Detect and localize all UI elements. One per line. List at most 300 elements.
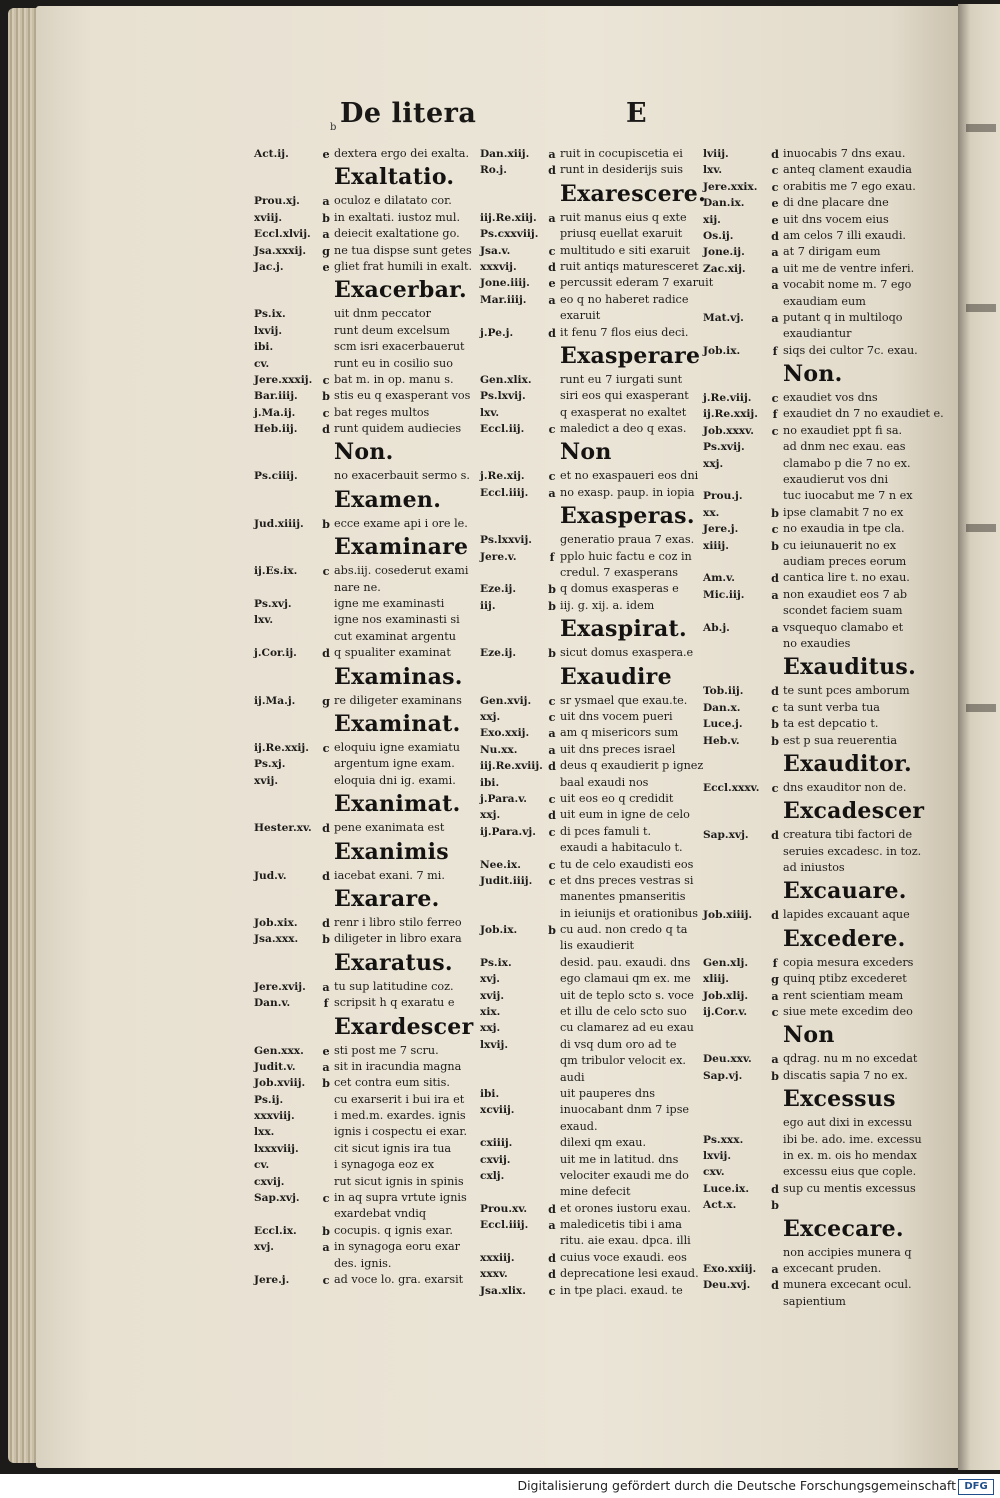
section-letter: c [771, 423, 779, 438]
section-letter: d [322, 821, 330, 836]
entry-text: pplo huic factu e coz in [560, 549, 692, 563]
entry-line [703, 988, 925, 1004]
entry-line [480, 1217, 698, 1233]
reference: Mar.iiij. [480, 293, 527, 306]
reference: j.Re.xij. [480, 470, 525, 483]
reference: cxv. [703, 1166, 725, 1179]
heading-word: Non [560, 439, 612, 466]
section-letter: b [548, 598, 556, 613]
reference: Ro.j. [480, 164, 507, 177]
entry-line [480, 1250, 698, 1266]
entry-line [480, 1037, 698, 1053]
section-letter: b [322, 210, 330, 225]
reference: xvij. [480, 989, 505, 1002]
reference: xxxiij. [480, 1251, 515, 1264]
section-letter: d [771, 828, 779, 843]
section-letter: a [322, 1240, 330, 1255]
entry-line [480, 243, 698, 259]
entry-text: exaudiet dn 7 no exaudiet e. [783, 407, 944, 421]
entry-line [703, 955, 925, 971]
entry-line [703, 1115, 925, 1131]
entry-text: eloquia dni ig. exami. [334, 773, 456, 787]
entry-text: qm tribulor velocit ex. [560, 1054, 686, 1068]
section-letter: a [322, 1059, 330, 1074]
entry-text: ne tua dispse sunt getes [334, 243, 472, 257]
entry-text: in ex. m. ois ho mendax [783, 1148, 917, 1162]
section-letter: c [771, 163, 779, 178]
entry-line [703, 212, 925, 228]
section-letter: b [548, 646, 556, 661]
section-letter: e [771, 196, 779, 211]
reference: lxv. [254, 614, 274, 627]
reference: lxxxviij. [254, 1142, 299, 1155]
entry-text: q exasperat no exaltet [560, 405, 687, 419]
entry-text: uit de teplo scto s. voce [560, 988, 694, 1002]
section-letter: c [771, 780, 779, 795]
section-letter: d [771, 1181, 779, 1196]
section-letter: b [771, 717, 779, 732]
reference: Gen.xlj. [703, 956, 749, 969]
reference: Dan.v. [254, 997, 291, 1010]
entry-text: am q misericors sum [560, 726, 679, 740]
entry-text: ego aut dixi in excessu [783, 1116, 913, 1130]
entry-heading [703, 359, 925, 390]
entry-text: exaruit [560, 309, 601, 323]
entry-heading [703, 1020, 925, 1051]
entry-line [703, 700, 925, 716]
entry-text: velociter exaudi me do [560, 1168, 689, 1182]
entry-line [703, 261, 925, 277]
entry-text: ego clamaui qm ex. me [560, 972, 691, 986]
facing-page-edge [958, 4, 1000, 1470]
reference: Eccl.xlvij. [254, 228, 311, 241]
entry-text: munera excecant ocul. [783, 1278, 912, 1292]
entry-line [703, 1181, 925, 1197]
reference: lxvij. [480, 1038, 509, 1051]
entry-line [480, 725, 698, 741]
section-letter: b [322, 389, 330, 404]
entry-line [703, 277, 925, 293]
entry-line [254, 226, 470, 242]
entry-text: runt eu in cosilio suo [334, 356, 453, 370]
reference: Act.ij. [254, 148, 289, 160]
reference: Ps.xxx. [703, 1133, 744, 1146]
reference: ij.Ma.j. [254, 694, 296, 707]
entry-line [254, 323, 470, 339]
reference: iij. [480, 599, 496, 612]
entry-text: tu de celo exaudisti eos [560, 857, 694, 871]
entry-line [480, 709, 698, 725]
heading-word: Exardescer [334, 1013, 474, 1040]
section-letter: b [771, 505, 779, 520]
entry-line [480, 1201, 698, 1217]
entry-text: gliet frat humili in exalt. [334, 259, 473, 273]
reference: Os.ij. [703, 229, 734, 242]
entry-text: sti post me 7 scru. [334, 1043, 439, 1057]
entry-text: eloquiu igne examiatu [334, 740, 460, 754]
entry-text: des. ignis. [334, 1256, 392, 1270]
entry-text: uit eum in igne de celo [560, 808, 690, 822]
entry-line [254, 516, 470, 532]
entry-line [254, 339, 470, 355]
entry-text: qdrag. nu m no excedat [783, 1052, 918, 1066]
section-letter: c [771, 700, 779, 715]
entry-text: re diligeter examinans [334, 693, 462, 707]
entry-line [703, 423, 925, 439]
entry-text: deus q exaudierit p ignez [560, 759, 704, 773]
entry-text: ignis i cospectu ei exar. [334, 1125, 468, 1139]
section-letter: a [771, 988, 779, 1003]
entry-line [480, 938, 698, 954]
entry-text: et orones iustoru exau. [560, 1201, 691, 1215]
section-letter: b [771, 538, 779, 553]
entry-line [480, 1152, 698, 1168]
entry-text: rut sicut ignis in spinis [334, 1174, 464, 1188]
entry-text: et no exaspaueri eos dni [560, 469, 699, 483]
heading-word: Exaltatio. [334, 164, 455, 191]
reference: xvj. [254, 1241, 274, 1254]
entry-text: priusq euellat exaruit [560, 227, 683, 241]
entry-text: scm isri exacerbauerut [334, 340, 465, 354]
section-letter: b [548, 923, 556, 938]
entry-line [480, 1135, 698, 1151]
entry-line [703, 439, 925, 455]
entry-line [480, 292, 698, 308]
entry-line [254, 1108, 470, 1124]
reference: Jsa.xxx. [254, 933, 299, 946]
entry-text: in ieiunijs et orationibus [560, 906, 698, 920]
section-letter: a [771, 245, 779, 260]
entry-text: sit in iracundia magna [334, 1059, 462, 1073]
entry-text: excessu eius que cople. [783, 1165, 917, 1179]
entry-text: tu sup latitudine coz. [334, 979, 454, 993]
entry-line [480, 565, 698, 581]
section-letter: d [548, 759, 556, 774]
entry-heading [703, 876, 925, 907]
section-letter: c [548, 791, 556, 806]
entry-line [703, 472, 925, 488]
entry-line [254, 468, 470, 484]
section-letter: f [549, 549, 555, 564]
heading-word: Examen. [334, 486, 442, 513]
entry-text: i synagoga eoz ex [334, 1158, 435, 1172]
entry-text: q domus exasperas e [560, 582, 679, 596]
reference: xxj. [480, 1022, 501, 1035]
heading-word: Examinas. [334, 663, 463, 690]
reference: Gen.xlix. [480, 373, 532, 386]
section-letter: c [322, 1191, 330, 1206]
entry-line [254, 210, 470, 226]
entry-text: putant q in multiloqo [783, 310, 903, 324]
entry-line [254, 1272, 470, 1288]
reference: Exo.xxiij. [703, 1262, 757, 1275]
reference: xix. [480, 1006, 501, 1019]
entry-line [703, 554, 925, 570]
entry-text: uit dns preces israel [560, 742, 676, 756]
reference: Eccl.xxxv. [703, 781, 760, 794]
entry-line [254, 1075, 470, 1091]
section-letter: c [548, 857, 556, 872]
entry-line [703, 294, 925, 310]
reference: Jere.j. [703, 523, 739, 536]
entry-text: sup cu mentis excessus [783, 1181, 916, 1195]
section-letter: f [323, 996, 329, 1011]
reference: Job.xlij. [703, 989, 749, 1002]
entry-line [703, 780, 925, 796]
entry-line [254, 1206, 470, 1222]
reference: Sap.xvj. [703, 829, 749, 842]
entry-text: no exaudia in tpe cla. [783, 522, 905, 536]
entry-line [254, 388, 470, 404]
entry-line [703, 343, 925, 359]
reference: Exo.xxij. [480, 727, 530, 740]
reference: lxx. [254, 1126, 275, 1139]
entry-text: uit me in latitud. dns [560, 1152, 679, 1166]
heading-word: Exaudire [560, 663, 672, 690]
reference: Jsa.xlix. [480, 1284, 526, 1297]
reference: Eccl.iiij. [480, 1219, 529, 1232]
entry-text: exaudiet vos dns [783, 391, 878, 405]
section-letter: c [322, 405, 330, 420]
section-letter: c [322, 564, 330, 579]
section-letter: a [322, 194, 330, 209]
entry-line [254, 740, 470, 756]
section-letter: d [771, 1278, 779, 1293]
entry-line [703, 146, 925, 162]
reference: Eze.ij. [480, 647, 517, 660]
reference: Job.xxxv. [703, 424, 754, 437]
entry-text: discatis sapia 7 no ex. [783, 1068, 908, 1082]
reference: Eccl.iij. [480, 423, 525, 436]
section-letter: a [771, 261, 779, 276]
entry-text: ritu. aie exau. dpca. illi [560, 1234, 691, 1248]
entry-line [480, 922, 698, 938]
entry-heading [254, 948, 470, 979]
dfg-logo: DFG [958, 1479, 994, 1495]
reference: Deu.xvj. [703, 1279, 751, 1292]
heading-word: Non. [783, 361, 843, 388]
reference: Mic.iij. [703, 588, 745, 601]
section-letter: f [772, 343, 778, 358]
entry-line [480, 1020, 698, 1036]
heading-word: Exasperas. [560, 503, 695, 530]
entry-text: q spualiter examinat [334, 646, 451, 660]
reference: xvj. [480, 973, 500, 986]
entry-text: siue mete excedim deo [783, 1005, 913, 1019]
entry-line [480, 988, 698, 1004]
entry-text: ibi be. ado. ime. excessu [783, 1132, 922, 1146]
section-letter: d [771, 228, 779, 243]
entry-heading [703, 924, 925, 955]
section-letter: a [548, 210, 556, 225]
entry-line [703, 716, 925, 732]
entry-text: tuc iuocabut me 7 n ex [783, 489, 913, 503]
entry-text: cut examinat argentu [334, 629, 456, 643]
section-letter: d [548, 1201, 556, 1216]
entry-line [703, 162, 925, 178]
reference: Eccl.ix. [254, 1224, 297, 1237]
entry-text: exaudi a habitaculo t. [560, 841, 683, 855]
entry-line [703, 1004, 925, 1020]
entry-line [480, 758, 704, 774]
entry-text: diligeter in libro exara [334, 932, 462, 946]
entry-line [480, 857, 698, 873]
section-letter: a [771, 620, 779, 635]
entry-text: ruit in cocupiscetia ei [560, 147, 683, 160]
heading-word: Non [783, 1022, 835, 1049]
reference: Dan.xiij. [480, 148, 530, 160]
reference: xliij. [703, 973, 729, 986]
heading-word: Exanimis [334, 838, 449, 865]
entry-line [254, 868, 470, 884]
text-column-1 [254, 146, 474, 1288]
reference: Dan.ix. [703, 197, 745, 210]
entry-text: runt eu 7 iurgati sunt [560, 372, 683, 386]
section-letter: c [548, 243, 556, 258]
entry-text: audiam preces eorum [783, 554, 907, 568]
entry-text: uit dns vocem eius [783, 212, 889, 226]
entry-text: cantica lire t. no exau. [783, 571, 910, 585]
entry-text: eo q no haberet radice [560, 292, 689, 306]
entry-line [480, 1283, 698, 1299]
reference: Heb.v. [703, 734, 740, 747]
entry-line [703, 971, 925, 987]
reference: Eccl.iiij. [480, 486, 529, 499]
section-letter: d [548, 163, 556, 178]
entry-text: clamabo p die 7 no ex. [783, 456, 911, 470]
section-letter: b [771, 733, 779, 748]
heading-word: Exarare. [334, 885, 440, 912]
entry-text: inuocabis 7 dns exau. [783, 147, 906, 160]
entry-text: in synagoga eoru exar [334, 1240, 460, 1254]
section-letter: b [771, 1068, 779, 1083]
entry-heading [480, 662, 698, 693]
entry-text: manentes pmanseritis [560, 890, 686, 904]
entry-heading [703, 1084, 925, 1115]
reference: Jere.v. [480, 550, 517, 563]
heading-word: Excecare. [783, 1215, 904, 1242]
entry-line [480, 308, 698, 324]
reference: Prou.xj. [254, 195, 300, 208]
reference: xxxvij. [480, 260, 517, 273]
entry-line [703, 683, 925, 699]
entry-heading [254, 485, 470, 516]
entry-text: ruit antiqs maturesceret [560, 259, 699, 273]
entry-line [480, 421, 698, 437]
section-letter: c [548, 1283, 556, 1298]
reference: Jud.v. [254, 869, 287, 882]
entry-line [703, 1261, 925, 1277]
entry-line [480, 1184, 698, 1200]
entry-text: credul. 7 exasperans [560, 566, 679, 580]
entry-text: at 7 dirigam eum [783, 245, 881, 259]
reference: Judit.iiij. [480, 874, 533, 887]
entry-heading [254, 437, 470, 468]
entry-text: cit sicut ignis ira tua [334, 1141, 452, 1155]
section-letter: c [771, 391, 779, 406]
entry-text: ta est depcatio t. [783, 717, 879, 731]
reference: Heb.iij. [254, 423, 298, 436]
entry-text: renr i libro stilo ferreo [334, 915, 462, 929]
entry-text: exaudiantur [783, 327, 852, 341]
entry-text: ad voce lo. gra. exarsit [334, 1272, 464, 1286]
entry-line [254, 259, 473, 275]
section-letter: a [548, 147, 556, 161]
reference: xvij. [254, 774, 279, 787]
heading-word: Exauditor. [783, 750, 912, 777]
reference: j.Re.viij. [703, 392, 752, 405]
entry-line [254, 580, 470, 596]
section-letter: d [548, 259, 556, 274]
entry-text: scondet faciem suam [783, 604, 903, 618]
entry-text: cu aud. non credo q ta [560, 923, 688, 937]
entry-line [703, 1277, 925, 1293]
entry-text: cu exarserit i bui ira et [334, 1092, 465, 1106]
entry-text: runt in desiderijs suis [560, 163, 683, 177]
heading-word: Exanimat. [334, 791, 461, 818]
section-letter: c [322, 1272, 330, 1287]
reference: xxj. [480, 809, 501, 822]
entry-line [480, 775, 698, 791]
reference: Nu.xx. [480, 743, 518, 756]
entry-text: abs.iij. cosederut exami [334, 564, 469, 578]
reference: Ps.ix. [480, 956, 512, 969]
entry-line [703, 1132, 925, 1148]
entry-line [703, 570, 925, 586]
entry-line [703, 860, 925, 876]
entry-line [480, 259, 698, 275]
entry-heading [480, 437, 698, 468]
entry-heading [254, 789, 470, 820]
heading-word: Exauditus. [783, 654, 917, 681]
entry-heading [480, 341, 701, 372]
entry-text: non exaudiet eos 7 ab [783, 587, 908, 601]
entry-line [254, 306, 470, 322]
reference: lxv. [480, 406, 500, 419]
reference: Ps.lxxvij. [480, 534, 532, 547]
entry-line [480, 742, 698, 758]
entry-line [254, 563, 470, 579]
section-letter: a [771, 278, 779, 293]
reference: cxvij. [480, 1153, 511, 1166]
entry-line [480, 906, 698, 922]
entry-line [480, 807, 698, 823]
entry-text: di vsq dum oro ad te [560, 1037, 677, 1051]
entry-line [254, 146, 470, 162]
reference: xxxv. [480, 1268, 508, 1281]
reference: cxiiij. [480, 1137, 513, 1150]
reference: Am.v. [703, 572, 735, 585]
reference: Ps.cxxviij. [480, 228, 539, 241]
section-letter: g [322, 243, 330, 258]
entry-text: te sunt pces amborum [783, 684, 910, 698]
entry-line [480, 971, 698, 987]
section-letter: a [771, 587, 779, 602]
entry-line [703, 733, 925, 749]
entry-text: orabitis me 7 ego exau. [783, 179, 916, 193]
entry-line [703, 844, 925, 860]
entry-line [254, 1256, 470, 1272]
reference: ij.Cor.v. [703, 1006, 748, 1019]
entry-text: argentum igne exam. [334, 757, 455, 771]
entry-line [703, 1197, 925, 1213]
heading-word: Exacerbar. [334, 277, 467, 304]
entry-heading [703, 652, 925, 683]
entry-line [703, 326, 925, 342]
entry-text: dextera ergo dei exalta. [334, 147, 470, 160]
section-letter: e [322, 147, 330, 161]
entry-text: sapientium [783, 1294, 846, 1308]
